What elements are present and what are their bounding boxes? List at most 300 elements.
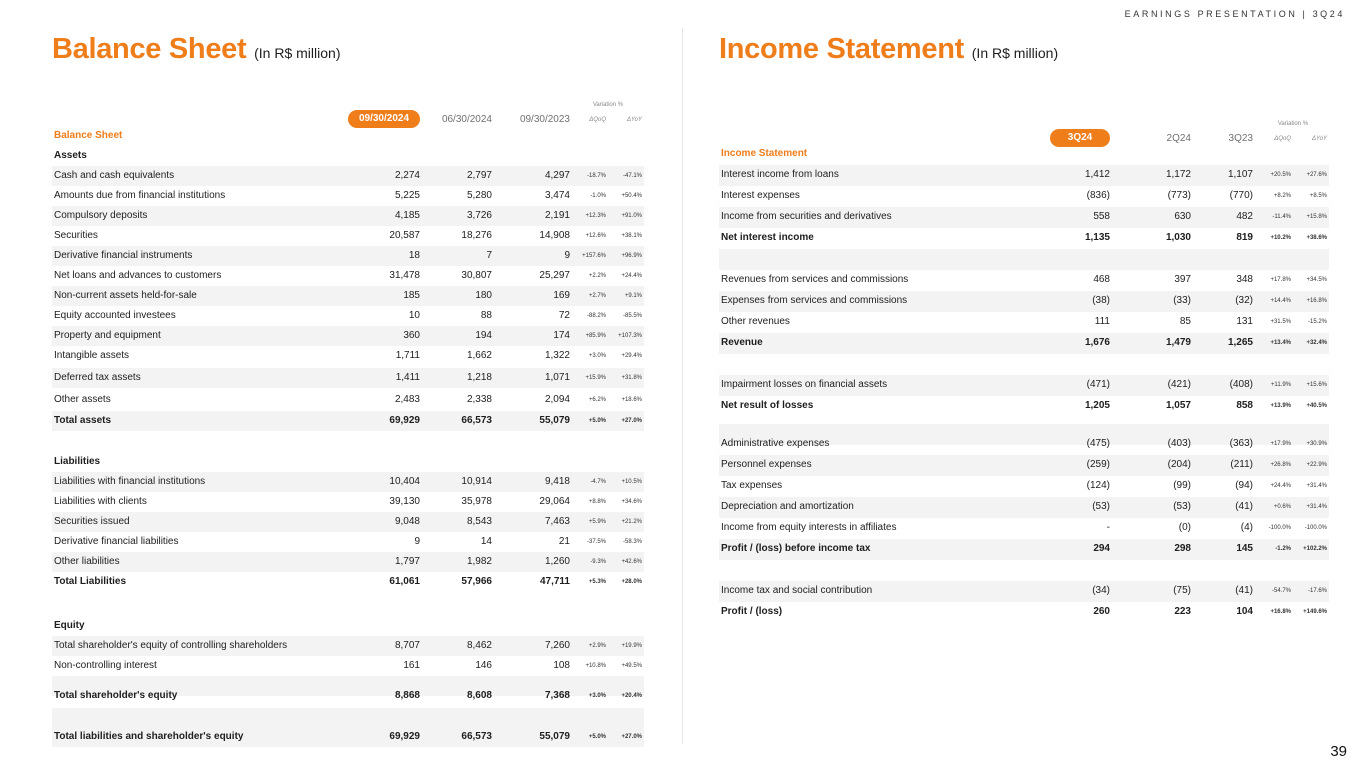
row-label: Other assets (54, 394, 111, 405)
cell-value: 57,966 (461, 576, 492, 587)
table-row (52, 572, 644, 592)
cell-yoy: +50.4% (621, 193, 642, 199)
row-label: Non-controlling interest (54, 660, 157, 671)
row-label: Impairment losses on financial assets (721, 379, 888, 390)
cell-qoq: +20.5% (1270, 172, 1291, 178)
cell-qoq: +17.9% (1270, 441, 1291, 447)
row-label: Assets (54, 150, 87, 161)
cell-value: 1,071 (544, 372, 570, 383)
cell-yoy: +102.2% (1303, 546, 1327, 552)
cell-yoy: +20.4% (621, 693, 642, 699)
row-label: Intangible assets (54, 350, 130, 361)
row-label: Property and equipment (54, 330, 161, 341)
cell-value: 9 (414, 536, 420, 547)
row-label: Depreciation and amortization (721, 501, 854, 512)
cell-qoq: +14.4% (1270, 298, 1291, 304)
cell-qoq: +26.8% (1270, 462, 1291, 468)
cell-qoq: +31.5% (1270, 319, 1291, 325)
cell-qoq: +12.3% (585, 213, 606, 219)
cell-qoq: -37.5% (586, 539, 606, 545)
cell-value: 5,280 (466, 190, 492, 201)
cell-value: 397 (1174, 274, 1191, 285)
row-label: Total shareholder's equity (54, 690, 178, 701)
cell-value: 1,265 (1227, 337, 1253, 348)
cell-qoq: +13.4% (1270, 340, 1291, 346)
row-label: Income from equity interests in affiliates (721, 522, 897, 533)
cell-yoy: +96.9% (621, 253, 642, 259)
table-row (52, 146, 644, 166)
cell-value: 146 (475, 660, 492, 671)
cell-value: 47,711 (539, 576, 570, 587)
row-label: Equity (54, 620, 85, 631)
table-row (719, 291, 1329, 312)
table-row (719, 144, 1329, 165)
cell-value: 69,929 (389, 731, 420, 742)
column-header-current: 3Q24 (1050, 129, 1110, 147)
cell-value: 10,404 (389, 476, 420, 487)
row-label: Compulsory deposits (54, 210, 148, 221)
cell-value: (363) (1229, 438, 1253, 449)
cell-value: 169 (553, 290, 570, 301)
cell-qoq: +5.3% (588, 579, 606, 585)
income-statement-unit: (In R$ million) (971, 45, 1059, 61)
cell-value: 18,276 (461, 230, 492, 241)
table-row (719, 270, 1329, 291)
cell-yoy: +32.4% (1306, 340, 1327, 346)
cell-value: 18 (408, 250, 420, 261)
column-header-current: 09/30/2024 (348, 110, 420, 128)
cell-qoq: -1.2% (1275, 546, 1291, 552)
cell-qoq: -1.0% (590, 193, 606, 199)
row-label: Revenue (721, 337, 763, 348)
row-label: Total Liabilities (54, 576, 127, 587)
cell-value: 55,079 (539, 415, 570, 426)
table-row (719, 455, 1329, 476)
cell-yoy: +27.0% (621, 418, 642, 424)
cell-value: 2,483 (394, 394, 420, 405)
row-label: Liabilities with financial institutions (54, 476, 206, 487)
cell-value: (32) (1235, 295, 1253, 306)
cell-value: 145 (1236, 543, 1253, 554)
table-row (52, 492, 644, 512)
row-label: Equity accounted investees (54, 310, 176, 321)
cell-yoy: +34.6% (621, 499, 642, 505)
table-row (52, 411, 644, 431)
cell-value: 8,462 (466, 640, 492, 651)
table-row (719, 602, 1329, 623)
cell-yoy: +8.5% (1309, 193, 1327, 199)
table-row (719, 518, 1329, 539)
table-row (719, 539, 1329, 560)
cell-value: 1,411 (395, 372, 420, 383)
table-row (719, 249, 1329, 270)
cell-value: 1,260 (544, 556, 570, 567)
cell-value: 630 (1174, 211, 1191, 222)
cell-value: 30,807 (461, 270, 492, 281)
cell-value: (99) (1173, 480, 1191, 491)
cell-qoq: +11.9% (1270, 382, 1291, 388)
cell-qoq: +13.9% (1270, 403, 1291, 409)
cell-value: 348 (1236, 274, 1253, 285)
row-label: Revenues from services and commissions (721, 274, 909, 285)
balance-sheet-unit: (In R$ million) (254, 45, 341, 61)
cell-value: 10 (408, 310, 420, 321)
cell-yoy: +27.6% (1306, 172, 1327, 178)
cell-value: 8,543 (466, 516, 492, 527)
cell-value: 2,274 (394, 170, 420, 181)
cell-value: (471) (1086, 379, 1110, 390)
cell-qoq: -11.4% (1272, 214, 1291, 220)
cell-qoq: +12.6% (585, 233, 606, 239)
cell-yoy: +15.6% (1306, 382, 1327, 388)
cell-qoq: -9.3% (590, 559, 606, 565)
column-header-previous-year: 09/30/2023 (519, 114, 570, 125)
cell-value: 1,205 (1084, 400, 1110, 411)
cell-value: 194 (475, 330, 492, 341)
cell-value: 1,030 (1165, 232, 1191, 243)
row-label: Interest expenses (721, 190, 800, 201)
cell-qoq: +6.2% (588, 397, 606, 403)
cell-value: (53) (1173, 501, 1191, 512)
column-header-qoq: ΔQoQ (1274, 136, 1291, 142)
table-row (719, 228, 1329, 249)
row-label: Securities issued (54, 516, 130, 527)
column-header-qoq: ΔQoQ (589, 117, 606, 123)
table-row (52, 512, 644, 532)
cell-value: 31,478 (389, 270, 420, 281)
cell-yoy: +42.6% (621, 559, 642, 565)
cell-value: 1,797 (394, 556, 420, 567)
cell-value: 35,978 (461, 496, 492, 507)
cell-value: 8,608 (466, 690, 492, 701)
cell-value: 1,172 (1165, 169, 1191, 180)
cell-yoy: +10.5% (621, 479, 642, 485)
cell-value: 29,064 (539, 496, 570, 507)
row-label: Income Statement (721, 148, 808, 159)
cell-value: (4) (1240, 522, 1253, 533)
cell-value: 39,130 (389, 496, 420, 507)
cell-yoy: +18.6% (621, 397, 642, 403)
cell-value: 7 (486, 250, 492, 261)
page-number: 39 (1330, 743, 1347, 760)
table-row (719, 476, 1329, 497)
cell-qoq: +0.6% (1273, 504, 1291, 510)
table-row (52, 286, 644, 306)
cell-value: 3,726 (466, 210, 492, 221)
column-header-previous-year: 3Q23 (1228, 133, 1253, 144)
cell-value: 1,107 (1227, 169, 1253, 180)
cell-qoq: +2.2% (588, 273, 606, 279)
cell-value: 1,057 (1165, 400, 1191, 411)
cell-value: (94) (1235, 480, 1253, 491)
table-row (719, 312, 1329, 333)
table-row (52, 532, 644, 552)
column-header-yoy: ΔYoY (626, 117, 642, 123)
table-row (52, 306, 644, 326)
cell-value: 7,463 (544, 516, 570, 527)
cell-value: (204) (1167, 459, 1191, 470)
divider (682, 28, 683, 744)
cell-value: (33) (1173, 295, 1191, 306)
table-row (719, 207, 1329, 228)
table-row (52, 472, 644, 492)
cell-value: 4,185 (394, 210, 420, 221)
cell-qoq: -100.0% (1268, 525, 1291, 531)
row-label: Net loans and advances to customers (54, 270, 222, 281)
cell-value: 7,260 (544, 640, 570, 651)
row-label: Personnel expenses (721, 459, 812, 470)
cell-yoy: +16.8% (1306, 298, 1327, 304)
cell-qoq: +24.4% (1270, 483, 1291, 489)
cell-qoq: +3.0% (588, 353, 606, 359)
row-label: Total liabilities and shareholder's equity (54, 731, 244, 742)
cell-yoy: +38.6% (1306, 235, 1327, 241)
row-label: Interest income from loans (721, 169, 839, 180)
cell-value: 5,225 (394, 190, 420, 201)
balance-sheet-title-text: Balance Sheet (52, 33, 247, 65)
cell-yoy: +30.9% (1306, 441, 1327, 447)
table-row (52, 616, 644, 636)
table-row (719, 186, 1329, 207)
cell-value: 223 (1174, 606, 1191, 617)
cell-yoy: +15.8% (1306, 214, 1327, 220)
cell-qoq: +2.9% (588, 643, 606, 649)
cell-value: 104 (1236, 606, 1253, 617)
cell-value: 482 (1236, 211, 1253, 222)
row-label: Tax expenses (721, 480, 783, 491)
cell-qoq: +10.8% (585, 663, 606, 669)
cell-value: 1,412 (1084, 169, 1110, 180)
cell-value: 858 (1236, 400, 1253, 411)
cell-yoy: -58.3% (622, 539, 642, 545)
table-row (719, 354, 1329, 375)
table-row (719, 560, 1329, 581)
row-label: Net result of losses (721, 400, 814, 411)
table-row (52, 636, 644, 656)
cell-qoq: +5.0% (588, 734, 606, 740)
table-row (719, 165, 1329, 186)
cell-yoy: +27.0% (621, 734, 642, 740)
row-label: Cash and cash equivalents (54, 170, 175, 181)
row-label: Derivative financial instruments (54, 250, 193, 261)
cell-value: 10,914 (461, 476, 492, 487)
table-row (52, 686, 644, 706)
cell-value: 3,474 (544, 190, 570, 201)
table-row (719, 434, 1329, 455)
cell-value: 7,368 (544, 690, 570, 701)
balance-sheet-title (52, 33, 340, 66)
row-label: Income from securities and derivatives (721, 211, 892, 222)
income-statement-title (719, 33, 1058, 66)
cell-value: 1,982 (466, 556, 492, 567)
cell-value: (475) (1086, 438, 1110, 449)
cell-value: (41) (1235, 585, 1253, 596)
cell-value: (34) (1092, 585, 1110, 596)
cell-value: 1,676 (1084, 337, 1110, 348)
cell-value: 558 (1093, 211, 1110, 222)
cell-value: (259) (1086, 459, 1110, 470)
table-row (52, 206, 644, 226)
cell-value: 66,573 (461, 415, 492, 426)
table-row (52, 166, 644, 186)
cell-yoy: +31.4% (1306, 483, 1327, 489)
cell-value: (75) (1173, 585, 1191, 596)
cell-value: 1,135 (1084, 232, 1110, 243)
cell-value: 8,707 (394, 640, 420, 651)
cell-value: 88 (480, 310, 492, 321)
cell-value: (408) (1229, 379, 1253, 390)
cell-value: (41) (1235, 501, 1253, 512)
cell-value: 9,048 (394, 516, 420, 527)
table-row (719, 375, 1329, 396)
cell-value: 180 (475, 290, 492, 301)
table-row (52, 186, 644, 206)
table-row (52, 326, 644, 346)
variation-label: Variation % (592, 102, 624, 108)
cell-value: (124) (1086, 480, 1110, 491)
cell-yoy: +28.0% (621, 579, 642, 585)
row-label: Net interest income (721, 232, 814, 243)
cell-yoy: +22.9% (1306, 462, 1327, 468)
cell-yoy: -47.1% (622, 173, 642, 179)
cell-qoq: +16.8% (1270, 609, 1291, 615)
cell-value: 25,297 (539, 270, 570, 281)
cell-qoq: +3.0% (588, 693, 606, 699)
cell-yoy: -85.5% (622, 313, 642, 319)
cell-value: 298 (1174, 543, 1191, 554)
cell-value: 14,908 (539, 230, 570, 241)
row-label: Amounts due from financial institutions (54, 190, 226, 201)
table-row (52, 596, 644, 616)
cell-value: (403) (1167, 438, 1191, 449)
row-label: Other revenues (721, 316, 790, 327)
table-row (52, 552, 644, 572)
cell-value: 20,587 (389, 230, 420, 241)
cell-value: (770) (1229, 190, 1253, 201)
cell-value: 174 (553, 330, 570, 341)
cell-value: 131 (1236, 316, 1253, 327)
cell-qoq: -88.2% (586, 313, 606, 319)
row-label: Deferred tax assets (54, 372, 141, 383)
cell-qoq: -54.7% (1271, 588, 1291, 594)
cell-value: 61,061 (389, 576, 420, 587)
cell-value: 468 (1093, 274, 1110, 285)
table-row (52, 368, 644, 388)
cell-value: (211) (1230, 459, 1253, 470)
cell-value: 4,297 (544, 170, 570, 181)
cell-yoy: +149.6% (1303, 609, 1327, 615)
cell-yoy: +31.8% (621, 375, 642, 381)
cell-yoy: +29.4% (621, 353, 642, 359)
cell-yoy: +38.1% (621, 233, 642, 239)
cell-value: 185 (403, 290, 420, 301)
row-label: Other liabilities (54, 556, 120, 567)
cell-value: - (1106, 522, 1110, 533)
table-row (52, 708, 644, 728)
cell-yoy: +107.3% (618, 333, 642, 339)
cell-yoy: +49.5% (621, 663, 642, 669)
cell-value: 9,418 (544, 476, 570, 487)
table-row (719, 581, 1329, 602)
cell-qoq: +157.6% (582, 253, 606, 259)
cell-value: (773) (1167, 190, 1191, 201)
cell-yoy: +21.2% (621, 519, 642, 525)
income-statement-title-text: Income Statement (719, 33, 964, 65)
table-row (719, 333, 1329, 354)
cell-qoq: +5.0% (588, 418, 606, 424)
row-label: Total assets (54, 415, 112, 426)
row-label: Balance Sheet (54, 130, 123, 141)
cell-value: 819 (1236, 232, 1253, 243)
cell-yoy: -100.0% (1304, 525, 1327, 531)
row-label: Income tax and social contribution (721, 585, 873, 596)
cell-value: 72 (558, 310, 570, 321)
cell-value: 21 (558, 536, 570, 547)
cell-qoq: -4.7% (590, 479, 606, 485)
cell-value: 360 (403, 330, 420, 341)
cell-value: 2,191 (544, 210, 570, 221)
cell-value: 1,711 (395, 350, 420, 361)
table-row (52, 246, 644, 266)
cell-yoy: +40.5% (1306, 403, 1327, 409)
table-row (52, 390, 644, 410)
row-label: Derivative financial liabilities (54, 536, 179, 547)
row-label: Securities (54, 230, 98, 241)
cell-value: (53) (1092, 501, 1110, 512)
cell-yoy: +91.0% (621, 213, 642, 219)
row-label: Profit / (loss) before income tax (721, 543, 871, 554)
column-header-yoy: ΔYoY (1311, 136, 1327, 142)
row-label: Total shareholder's equity of controlling shareholders (54, 640, 288, 651)
cell-value: 161 (403, 660, 420, 671)
cell-value: 9 (564, 250, 570, 261)
cell-value: 1,662 (466, 350, 492, 361)
row-label: Profit / (loss) (721, 606, 783, 617)
table-row (52, 346, 644, 366)
cell-value: 260 (1093, 606, 1110, 617)
cell-value: 2,797 (466, 170, 492, 181)
row-label: Liabilities with clients (54, 496, 147, 507)
cell-value: 85 (1179, 316, 1191, 327)
cell-qoq: -18.7% (586, 173, 606, 179)
table-row (52, 266, 644, 286)
cell-value: 1,479 (1165, 337, 1191, 348)
table-row (719, 497, 1329, 518)
cell-value: 14 (480, 536, 492, 547)
cell-value: 294 (1093, 543, 1110, 554)
cell-yoy: +19.9% (621, 643, 642, 649)
table-row (719, 396, 1329, 417)
header-label: EARNINGS PRESENTATION | 3Q24 (1124, 9, 1345, 19)
cell-qoq: +10.2% (1270, 235, 1291, 241)
cell-value: 2,338 (466, 394, 492, 405)
cell-value: (421) (1167, 379, 1191, 390)
cell-value: (38) (1092, 295, 1110, 306)
cell-value: 55,079 (539, 731, 570, 742)
cell-value: 2,094 (544, 394, 570, 405)
cell-yoy: +34.5% (1306, 277, 1327, 283)
cell-value: 8,868 (394, 690, 420, 701)
row-label: Expenses from services and commissions (721, 295, 908, 306)
cell-value: 111 (1094, 316, 1110, 327)
cell-qoq: +8.2% (1273, 193, 1291, 199)
cell-qoq: +15.9% (585, 375, 606, 381)
cell-yoy: +9.1% (624, 293, 642, 299)
cell-qoq: +17.8% (1270, 277, 1291, 283)
cell-yoy: -17.6% (1307, 588, 1327, 594)
column-header-previous-quarter: 2Q24 (1166, 133, 1191, 144)
table-row (52, 432, 644, 452)
